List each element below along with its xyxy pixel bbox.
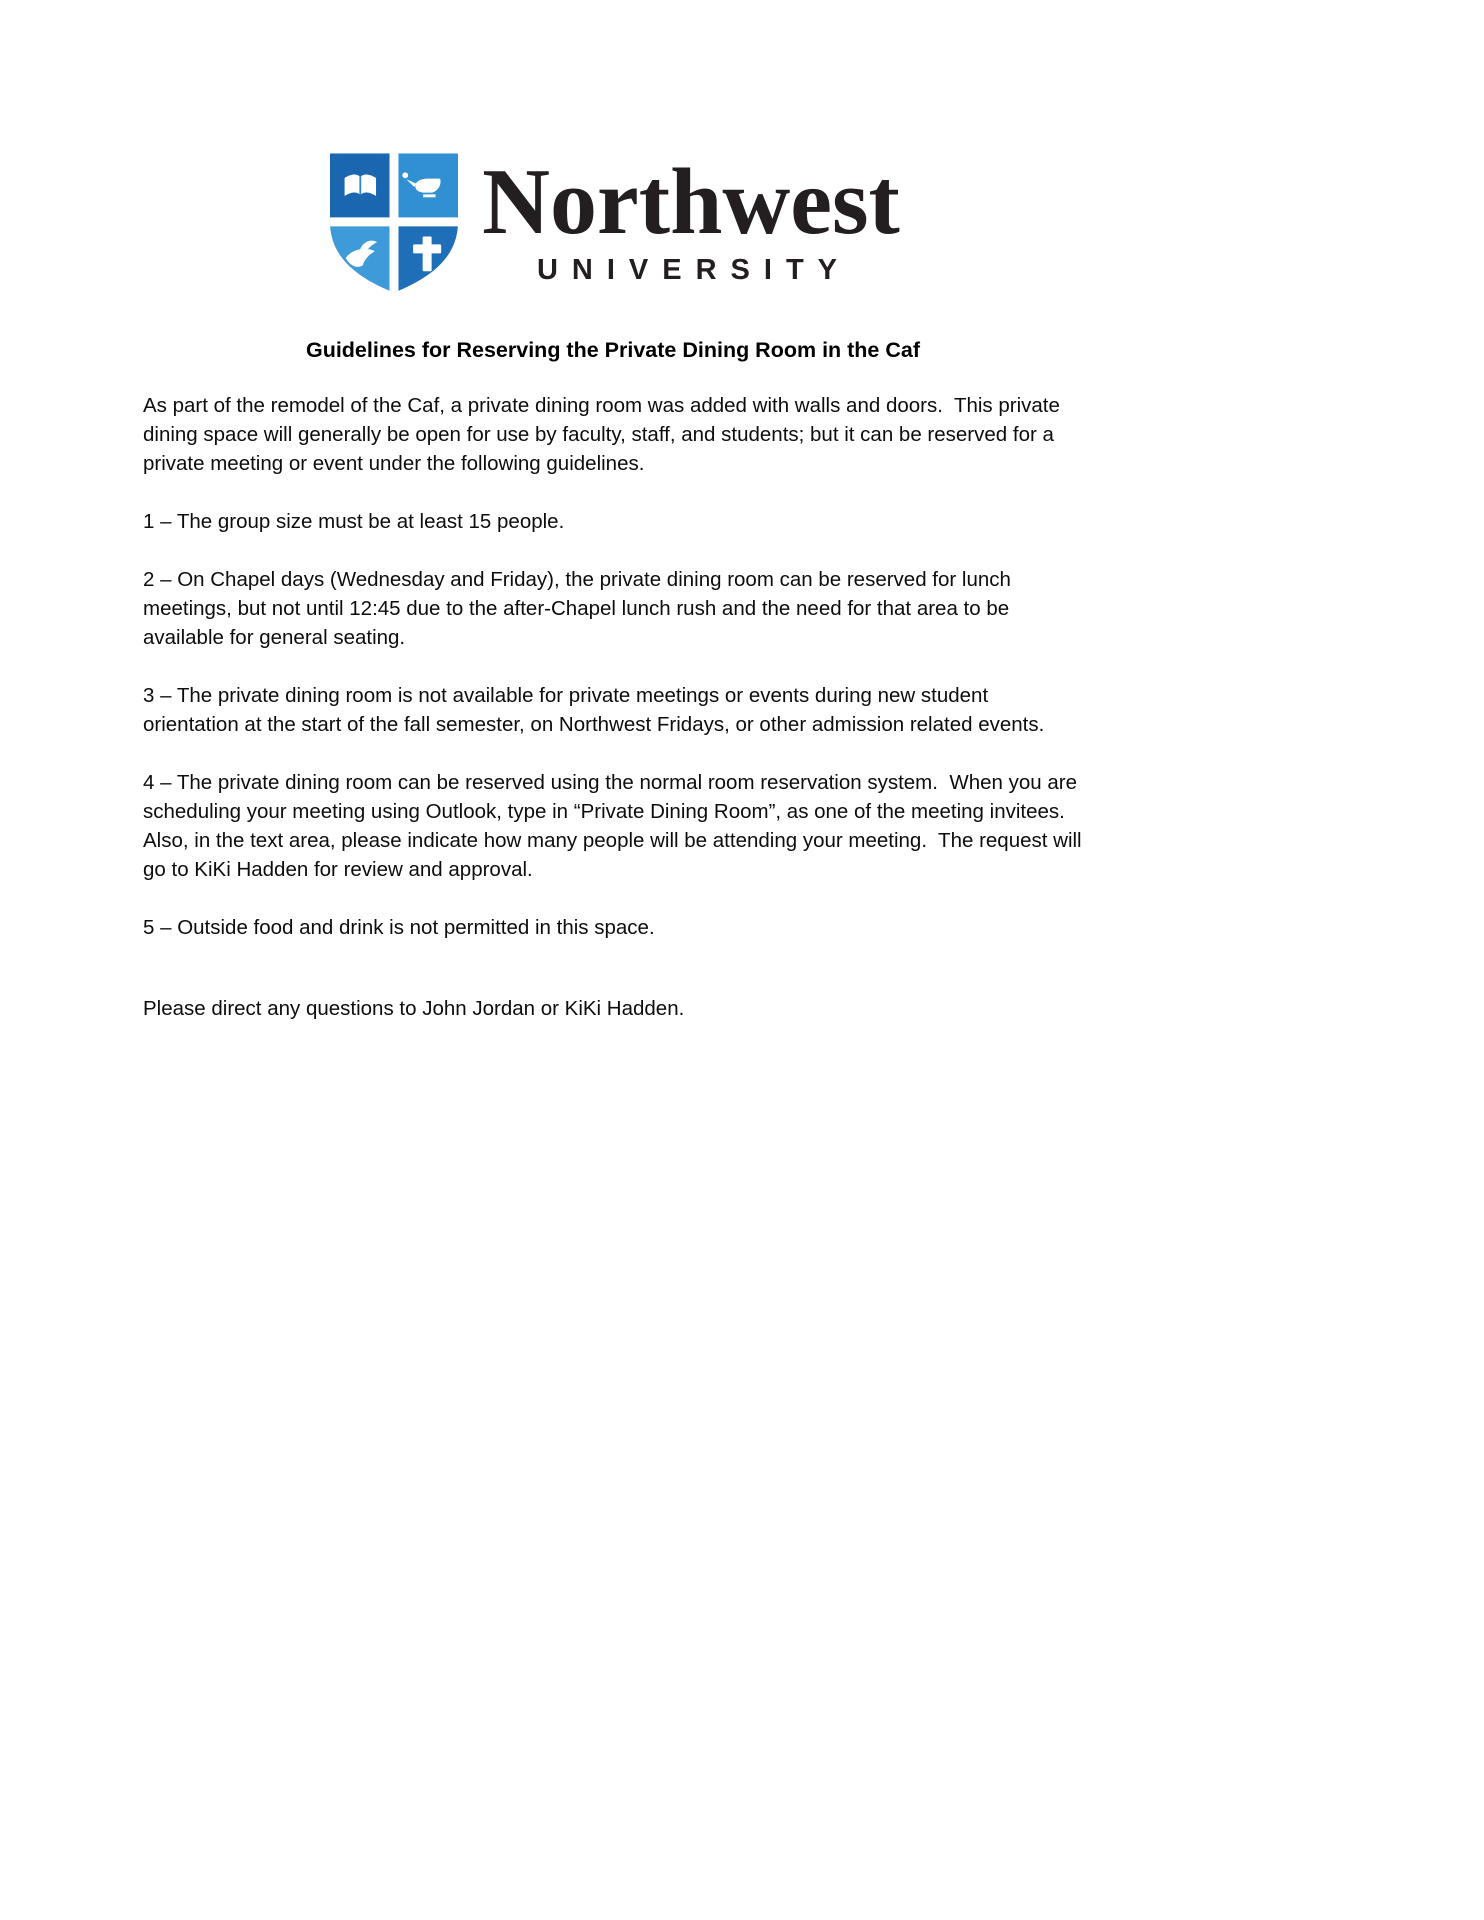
paragraph-intro: As part of the remodel of the Caf, a private dining room was added with walls and doors. This private dining space will generally be open for use by faculty, staff, and students; but it can be reserved for a private meeting or event under the following guidelines. xyxy=(143,394,1066,475)
university-logo xyxy=(326,150,900,296)
contact-note: Please direct any questions to John Jordan or KiKi Hadden. xyxy=(143,997,685,1020)
logo-subtext: UNIVERSITY xyxy=(536,253,852,286)
university-shield xyxy=(326,150,462,296)
guideline-5: 5 – Outside food and drink is not permitted in this space. xyxy=(143,916,655,939)
guideline-4: 4 – The private dining room can be reserved using the normal room reservation system. When you are scheduling your meeting using Outlook, type in “Private Dining Room”, as one of the meeting invitees. Also, in the text area, please indicate how many people will be attending your meeting. The request will go to KiKi Hadden for review and approval. xyxy=(143,771,1088,881)
logo-text xyxy=(482,150,900,286)
document-content xyxy=(143,150,1088,1023)
shield-cross-horizontal xyxy=(327,217,462,226)
document-body xyxy=(143,391,1088,1023)
guideline-3: 3 – The private dining room is not available for private meetings or events during new student orientation at the start of the fall semester, on Northwest Fridays, or other admission related events. xyxy=(143,684,1045,736)
logo-wordmark: Northwest xyxy=(482,150,900,255)
guideline-2: 2 – On Chapel days (Wednesday and Friday), the private dining room can be reserved for lunch meetings, but not until 12:45 due to the after-Chapel lunch rush and the need for that area to be available for general seating. xyxy=(143,568,1017,649)
page-title: Guidelines for Reserving the Private Dining Room in the Caf xyxy=(305,338,921,362)
book-icon xyxy=(345,175,376,196)
guideline-1: 1 – The group size must be at least 15 people. xyxy=(143,510,565,533)
